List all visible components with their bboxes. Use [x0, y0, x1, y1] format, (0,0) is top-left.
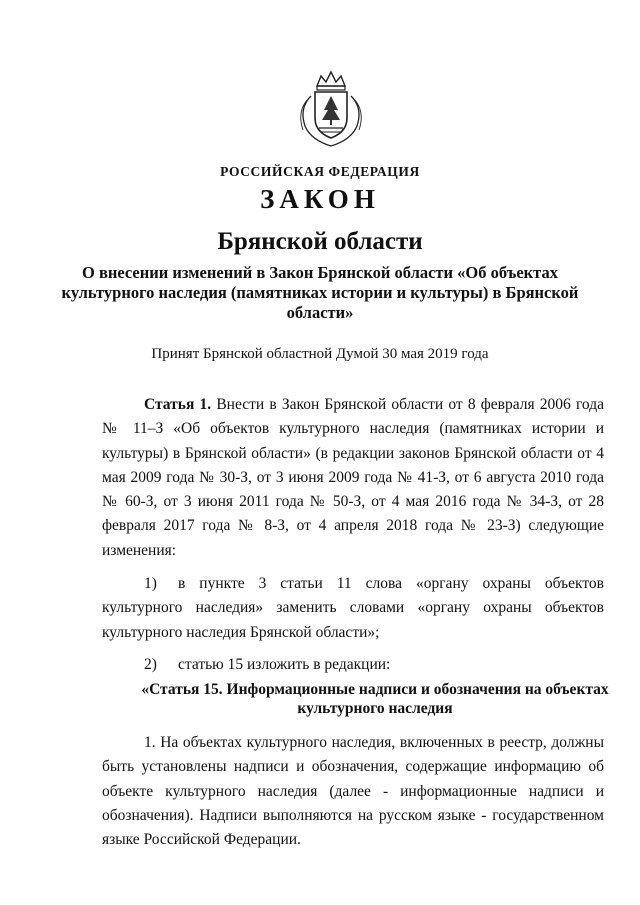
list-item [102, 572, 604, 645]
list-item-number: 1) [144, 575, 157, 592]
article-15-heading: «Статья 15. Информационные надписи и обозначения на объектах культурного наследия [141, 681, 609, 717]
adoption-line: Принят Брянской областной Думой 30 мая 2019 года [151, 346, 489, 362]
federation-title: РОССИЙСКАЯ ФЕДЕРАЦИЯ [220, 164, 420, 179]
document-type-title: ЗАКОН [260, 184, 380, 214]
law-subject: О внесении изменений в Закон Брянской области «Об объектах культурного наследия (памятниках истории и культуры) в Брянской области» [61, 263, 579, 322]
bryansk-coat-of-arms-icon [291, 66, 371, 150]
article-15-paragraph-1: 1. На объектах культурного наследия, включенных в реестр, должны быть установлены надписи и обозначения, содержащие информацию об объекте культурного наследия (далее - информационные надписи и обозначения). Надписи выполняются на русском языке - государственном языке Российской Федерации. [102, 734, 604, 849]
list-item [102, 653, 604, 677]
article-1-paragraph [102, 393, 604, 563]
list-item-number: 2) [144, 656, 157, 673]
list-item-text: в пункте 3 статьи 11 слова «органу охраны объектов культурного наследия» заменить словами «органу охраны объектов культурного наследия Брянской области»; [102, 575, 604, 641]
article-1-label: Статья 1. [144, 396, 212, 413]
region-title: Брянской области [217, 228, 423, 255]
list-item-text: статью 15 изложить в редакции: [178, 656, 391, 673]
article-1-text: Внести в Закон Брянской области от 8 февраля 2006 года № 11–З «Об объектов культурного наследия (памятниках истории и культуры) в Брянской области» (в редакции законов Брянской области от 4 мая 2009 года № 30-З, от 3 июня 2009 года № 41-З, от 6 августа 2010 года № 60-З, от 3 июня 2011 года № 50-З, от 4 мая 2016 года № 34-З, от 28 февраля 2017 года № 8-З, от 4 апреля 2018 года № 23-З) следующие изменения: [102, 396, 604, 559]
